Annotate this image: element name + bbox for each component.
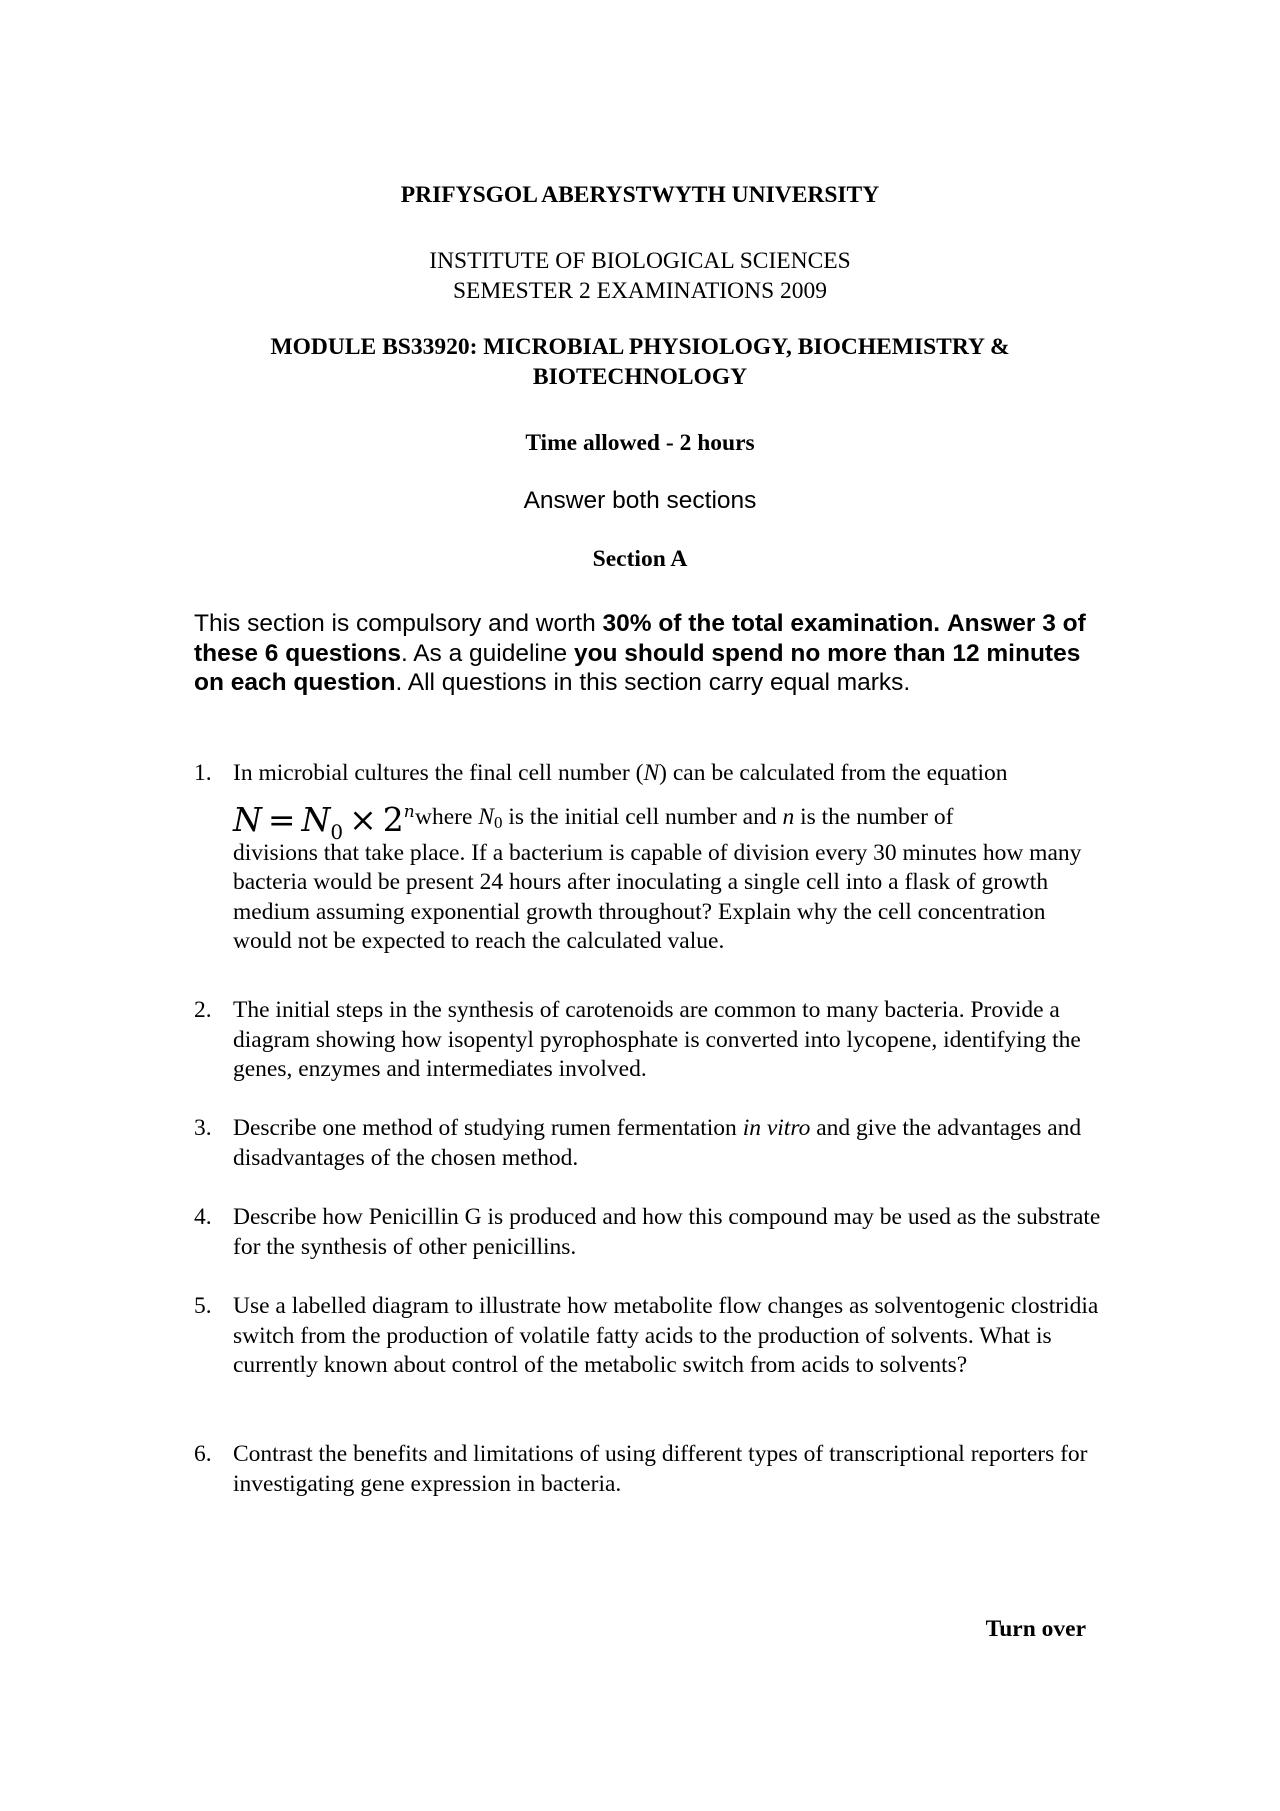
equation-exponent: n [403, 801, 415, 822]
answer-instruction: Answer both sections [523, 487, 757, 514]
question-3 [194, 1114, 1133, 1173]
turn-over-note: Turn over [985, 1616, 1086, 1642]
question-3-text-b: and give the advantages and disadvantages of the chosen method. [233, 1115, 1082, 1171]
intro-bold-2: Answer 3 of these 6 questions [194, 610, 1086, 667]
question-list [194, 759, 1101, 1497]
institute-block [0, 246, 1280, 306]
question-number: 3. [194, 1115, 212, 1141]
question-2 [194, 996, 1133, 1085]
intro-bold-1: 30% of the total examination. [602, 610, 941, 637]
module-title-line1: MODULE BS33920: MICROBIAL PHYSIOLOGY, BIOCHEMISTRY & [270, 334, 1010, 360]
question-1-body: divisions that take place. If a bacterium is capable of division every 30 minutes how many bacteria would be present 24 hours after inoculating a single cell into a flask of growth medium assuming exponential growth throughout? Explain why the cell concentration would not be expected to reach the calculated value. [233, 839, 1082, 955]
equation-factor: 2 [382, 799, 404, 839]
question-2-text: The initial steps in the synthesis of carotenoids are common to many bacteria. Provide a diagram showing how isopentyl pyrophosphate is converted into lycopene, identifying the genes, enzymes and intermediates involved. [233, 997, 1081, 1083]
question-number: 6. [194, 1441, 212, 1467]
university-name: PRIFYSGOL ABERYSTWYTH UNIVERSITY [400, 182, 880, 208]
question-1 [194, 759, 1094, 1005]
equation-equals: = [267, 799, 296, 839]
time-allowed: Time allowed - 2 hours [525, 430, 755, 456]
question-1-text-b: ) can be calculated from the equation [659, 760, 1008, 786]
equation-times: × [349, 799, 377, 839]
eq-rest-var: N [478, 803, 494, 830]
question-number: 1. [194, 760, 212, 786]
module-title-line2: BIOTECHNOLOGY [532, 364, 748, 390]
semester-line: SEMESTER 2 EXAMINATIONS 2009 [452, 278, 828, 304]
question-number: 2. [194, 997, 212, 1023]
intro-text-3: . All questions in this section carry equal marks. [395, 669, 911, 696]
question-1-text-a: In microbial cultures the final cell number ( [233, 760, 644, 786]
question-4-text: Describe how Penicillin G is produced and how this compound may be used as the substrate for the synthesis of other penicillins. [233, 1204, 1101, 1260]
equation-explanation [415, 803, 953, 838]
question-3-text [233, 1114, 1133, 1173]
eq-rest-text-b: is the initial cell number and [502, 803, 783, 830]
eq-rest-subscript: 0 [493, 812, 503, 832]
question-6-text: Contrast the benefits and limitations of using different types of transcriptional reporters for investigating gene expression in bacteria. [233, 1441, 1088, 1497]
section-intro [194, 609, 1114, 698]
question-number: 4. [194, 1204, 212, 1230]
equation-base-subscript: 0 [330, 819, 344, 844]
question-1-var-n: N [643, 760, 660, 786]
section-title: Section A [592, 546, 688, 572]
growth-equation [233, 789, 415, 855]
institute-name: INSTITUTE OF BIOLOGICAL SCIENCES [429, 248, 851, 274]
intro-bold-3: you should spend no more than 12 minutes on each question [194, 639, 1081, 696]
question-1-equation-line [233, 789, 1094, 844]
question-5-text: Use a labelled diagram to illustrate how metabolite flow changes as solventogenic clostridia switch from the production of volatile fatty acids to the production of solvents. What is currently known about control of the metabolic switch from acids to solvents? [233, 1293, 1099, 1379]
intro-text-1: This section is compulsory and worth [194, 610, 603, 637]
question-5 [194, 1292, 1133, 1381]
equation-base: N [301, 799, 331, 839]
eq-rest-var-n: n [782, 803, 795, 830]
question-number: 5. [194, 1293, 212, 1319]
question-3-italic: in vitro [742, 1115, 811, 1141]
question-3-text-a: Describe one method of studying rumen fermentation [233, 1115, 743, 1141]
module-title [180, 332, 1100, 392]
equation-lhs: N [233, 799, 262, 839]
question-4 [194, 1203, 1133, 1262]
eq-rest-text-a: where [415, 803, 479, 830]
question-1-line1 [233, 759, 1094, 789]
intro-text-2: . As a guideline [400, 639, 574, 667]
eq-rest-text-c: is the number of [794, 803, 954, 830]
question-6 [194, 1440, 1133, 1499]
